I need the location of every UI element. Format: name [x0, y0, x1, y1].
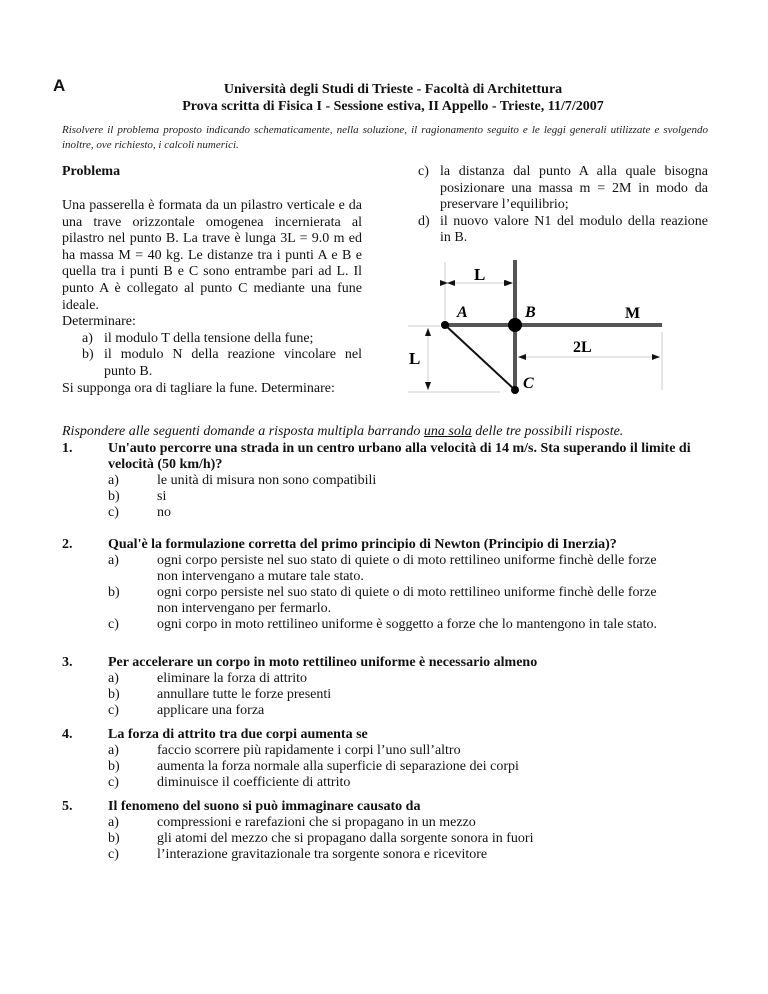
- question-number: 4.: [62, 727, 73, 742]
- option-label: a): [108, 743, 119, 758]
- problem-title: Problema: [62, 164, 121, 179]
- answer-option-a[interactable]: [62, 743, 722, 759]
- answer-option-c[interactable]: [62, 847, 722, 863]
- answer-option-b[interactable]: [62, 759, 722, 775]
- answer-option-c[interactable]: [62, 617, 722, 633]
- question-number: 3.: [62, 655, 73, 670]
- point-b-hinge: [508, 318, 522, 332]
- option-text: ogni corpo in moto rettilineo uniforme è soggetto a forze che lo mantengono in tale stato.: [157, 617, 657, 632]
- point-a-marker: [441, 321, 449, 329]
- exam-title: Prova scritta di Fisica I - Sessione estiva, II Appello - Trieste, 11/7/2007: [182, 99, 604, 114]
- label-L-top: L: [474, 265, 486, 284]
- label-C: C: [523, 375, 534, 392]
- answer-option-c[interactable]: [62, 703, 722, 719]
- item-label: d): [418, 213, 430, 229]
- option-text: gli atomi del mezzo che si propagano dalla sorgente sonora in fuori: [157, 831, 534, 846]
- university-title: Università degli Studi di Trieste - Facoltà di Architettura: [223, 82, 563, 97]
- option-label: c): [108, 703, 119, 718]
- cut-rope-text: Si supponga ora di tagliare la fune. Determinare:: [62, 380, 335, 396]
- option-text: annullare tutte le forze presenti: [157, 687, 332, 702]
- answer-option-a[interactable]: [62, 671, 722, 687]
- answer-option-a[interactable]: [62, 473, 722, 489]
- option-label: c): [108, 847, 119, 862]
- option-text: no: [157, 505, 171, 520]
- item-text: il modulo N della reazione vincolare nel punto B.: [104, 347, 362, 379]
- question-5: [62, 799, 722, 863]
- multiple-choice-instructions: [62, 424, 623, 440]
- answer-option-b[interactable]: [62, 489, 722, 505]
- label-M: M: [625, 305, 641, 322]
- exam-version-label: A: [53, 76, 66, 95]
- option-text: faccio scorrere più rapidamente i corpi l’uno sull’altro: [157, 743, 461, 758]
- question-text: Per accelerare un corpo in moto rettilineo uniforme è necessario almeno: [108, 655, 538, 670]
- mc-instr-after: delle tre possibili risposte.: [471, 424, 624, 439]
- option-label: a): [108, 473, 119, 488]
- answer-option-b[interactable]: [62, 687, 722, 703]
- option-label: c): [108, 617, 119, 632]
- item-label: b): [82, 347, 94, 363]
- item-text: la distanza dal punto A alla quale bisogna posizionare una massa m = 2M in modo da preservare l’equilibrio;: [440, 164, 708, 213]
- label-A: A: [457, 304, 468, 321]
- question-text: Il fenomeno del suono si può immaginare causato da: [108, 799, 421, 814]
- option-text: eliminare la forza di attrito: [157, 671, 308, 686]
- question-1: [62, 441, 722, 521]
- mc-instr-underlined: una sola: [423, 424, 472, 439]
- question-text: Un'auto percorre una strada in un centro urbano alla velocità di 14 m/s. Sta superando il limite di velocità (50 km/h)?: [108, 441, 691, 472]
- answer-option-b[interactable]: [62, 831, 722, 847]
- option-label: b): [108, 489, 120, 504]
- option-text: diminuisce il coefficiente di attrito: [157, 775, 351, 790]
- answer-option-c[interactable]: [62, 775, 722, 791]
- question-4: [62, 727, 722, 791]
- label-2L: 2L: [573, 339, 592, 356]
- determinare-label: Determinare:: [62, 314, 136, 330]
- option-text: le unità di misura non sono compatibili: [157, 473, 377, 488]
- item-text: il modulo T della tensione della fune;: [104, 330, 314, 346]
- answer-option-c[interactable]: [62, 505, 722, 521]
- option-label: c): [108, 505, 119, 520]
- option-label: b): [108, 585, 120, 600]
- option-label: a): [108, 671, 119, 686]
- rope: [445, 325, 515, 390]
- option-text: compressioni e rarefazioni che si propagano in un mezzo: [157, 815, 476, 830]
- option-label: a): [108, 553, 119, 568]
- question-number: 1.: [62, 441, 73, 456]
- question-2: [62, 537, 722, 633]
- label-L-left: L: [409, 349, 421, 368]
- option-label: c): [108, 775, 119, 790]
- beam-diagram: [0, 0, 768, 420]
- option-label: b): [108, 759, 120, 774]
- question-text: La forza di attrito tra due corpi aumenta se: [108, 727, 368, 742]
- mc-instr-before: Rispondere alle seguenti domande a risposta multipla barrando: [62, 424, 424, 439]
- problem-intro: Una passerella è formata da un pilastro verticale e da una trave orizzontale omogenea incernierata al pilastro nel punto B. La trave è lunga 3L = 9.0 m ed ha massa M = 40 kg. Le distanze tra i punti A e B e quella tra i punti B e C sono entrambe pari ad L. Il punto A è collegato al punto C mediante una fune ideale.: [62, 198, 362, 313]
- general-instructions: Risolvere il problema proposto indicando schematicamente, nella soluzione, il ragionamento seguito e le leggi generali utilizzate e svolgendo inoltre, ove richiesto, i calcoli numerici.: [62, 124, 708, 151]
- answer-option-b[interactable]: [62, 585, 722, 617]
- option-text: l’interazione gravitazionale tra sorgente sonora e ricevitore: [157, 847, 488, 862]
- option-text: ogni corpo persiste nel suo stato di quiete o di moto rettilineo uniforme finchè delle forze non intervengano per fermarlo.: [157, 585, 657, 616]
- label-B: B: [525, 304, 536, 321]
- question-number: 5.: [62, 799, 73, 814]
- point-c-marker: [511, 386, 519, 394]
- item-text: il nuovo valore N1 del modulo della reazione in B.: [440, 213, 708, 246]
- option-text: ogni corpo persiste nel suo stato di quiete o di moto rettilineo uniforme finchè delle forze non intervengano a mutare tale stato.: [157, 553, 657, 584]
- option-text: applicare una forza: [157, 703, 265, 718]
- option-text: si: [157, 489, 167, 504]
- option-text: aumenta la forza normale alla superficie di separazione dei corpi: [157, 759, 519, 774]
- option-label: a): [108, 815, 119, 830]
- item-label: a): [82, 330, 93, 346]
- answer-option-a[interactable]: [62, 815, 722, 831]
- question-number: 2.: [62, 537, 73, 552]
- option-label: b): [108, 831, 120, 846]
- option-label: b): [108, 687, 120, 702]
- question-text: Qual'è la formulazione corretta del primo principio di Newton (Principio di Inerzia)?: [108, 537, 617, 552]
- item-label: c): [418, 164, 429, 179]
- answer-option-a[interactable]: [62, 553, 722, 585]
- question-3: [62, 655, 722, 719]
